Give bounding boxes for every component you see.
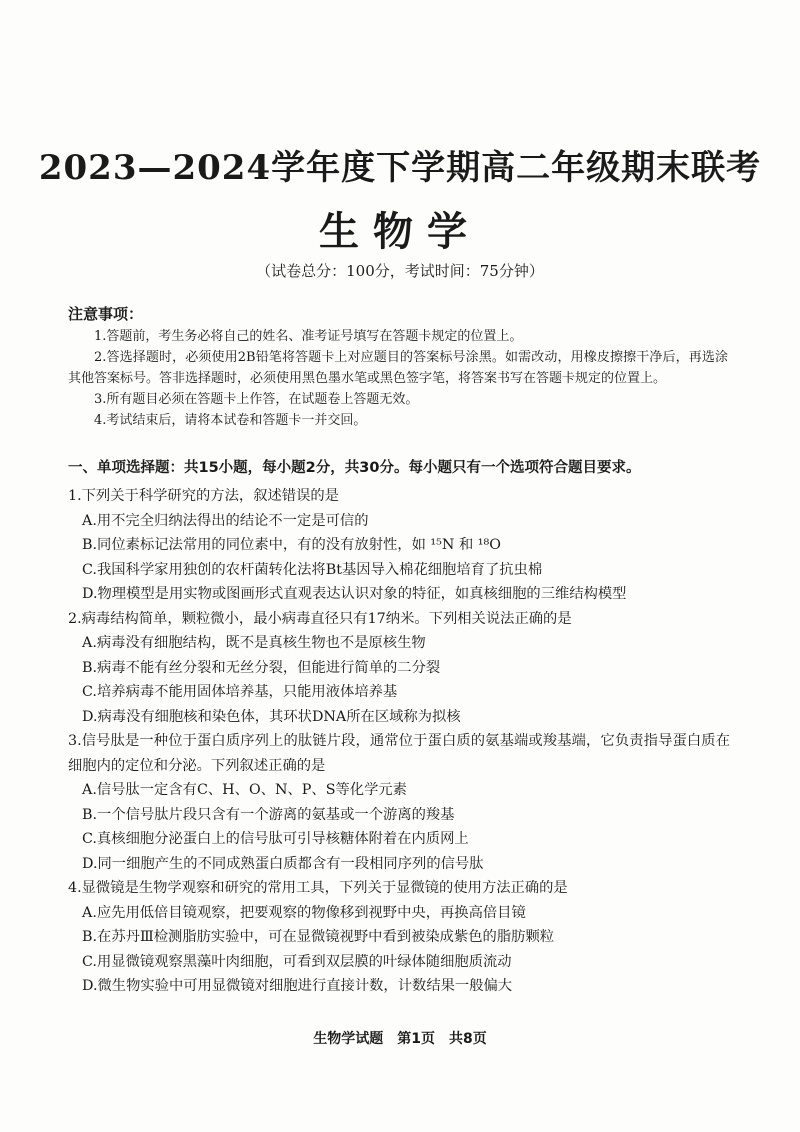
question-2 xyxy=(68,607,730,730)
question-stem: 2.病毒结构简单，颗粒微小，最小病毒直径只有17纳米。下列相关说法正确的是 xyxy=(68,610,572,627)
option-d: D.微生物实验中可用显微镜对细胞进行直接计数，计数结果一般偏大 xyxy=(82,978,513,994)
question-1 xyxy=(68,484,730,607)
notice-item: 3.所有题目必须在答题卡上作答，在试题卷上答题无效。 xyxy=(94,392,419,407)
notice-title: 注意事项： xyxy=(68,305,144,323)
option-d: D.病毒没有细胞核和染色体，其环状DNA所在区域称为拟核 xyxy=(82,708,461,725)
question-stem: 1.下列关于科学研究的方法，叙述错误的是 xyxy=(68,488,339,504)
option-a: A.信号肽一定含有C、H、O、N、P、S等化学元素 xyxy=(82,782,407,798)
option-a: A.应先用低倍目镜观察，把要观察的物像移到视野中央，再换高倍目镜 xyxy=(82,904,526,921)
option-d: D.物理模型是用实物或图画形式直观表达认识对象的特征，如真核细胞的三维结构模型 xyxy=(82,586,627,602)
option-b: B.在苏丹Ⅲ检测脂肪实验中，可在显微镜视野中看到被染成紫色的脂肪颗粒 xyxy=(82,929,555,945)
question-list xyxy=(68,484,730,999)
notice-block xyxy=(68,303,728,431)
notice-item: 2.答选择题时，必须使用2B铅笔将答题卡上对应题目的答案标号涂黑。如需改动，用橡皮擦擦干净后，再选涂其他答案标号。答非选择题时，必须使用黑色墨水笔或黑色签字笔，将答案书写在答题卡规定的位置上。 xyxy=(68,350,728,386)
section-heading: 一、单项选择题：共15小题，每小题2分，共30分。每小题只有一个选项符合题目要求。 xyxy=(68,460,641,476)
page-footer: 生物学试题 第1页 共8页 xyxy=(313,1031,487,1047)
subject-title: 生物学 xyxy=(319,209,481,255)
score-time-line: （试卷总分：100分，考试时间：75分钟） xyxy=(256,262,544,280)
notice-item: 1.答题前，考生务必将自己的姓名、准考证号填写在答题卡规定的位置上。 xyxy=(94,329,523,344)
question-stem: 3.信号肽是一种位于蛋白质序列上的肽链片段，通常位于蛋白质的氨基端或羧基端，它负责指导蛋白质在细胞内的定位和分泌。下列叙述正确的是 xyxy=(68,733,730,774)
option-c: C.用显微镜观察黑藻叶肉细胞，可看到双层膜的叶绿体随细胞质流动 xyxy=(82,953,512,970)
question-stem: 4.显微镜是生物学观察和研究的常用工具，下列关于显微镜的使用方法正确的是 xyxy=(68,880,568,896)
option-b: B.病毒不能有丝分裂和无丝分裂，但能进行简单的二分裂 xyxy=(82,659,441,676)
option-d: D.同一细胞产生的不同成熟蛋白质都含有一段相同序列的信号肽 xyxy=(82,855,484,872)
option-c: C.我国科学家用独创的农杆菌转化法将Bt基因导入棉花细胞培育了抗虫棉 xyxy=(82,561,543,578)
notice-item: 4.考试结束后，请将本试卷和答题卡一并交回。 xyxy=(94,413,367,428)
question-3 xyxy=(68,729,730,876)
option-c: C.真核细胞分泌蛋白上的信号肽可引导核糖体附着在内质网上 xyxy=(82,831,469,847)
option-b: B.一个信号肽片段只含有一个游离的氨基或一个游离的羧基 xyxy=(82,806,455,823)
option-a: A.用不完全归纳法得出的结论不一定是可信的 xyxy=(82,512,369,529)
option-a: A.病毒没有细胞结构，既不是真核生物也不是原核生物 xyxy=(82,635,426,651)
option-b: B.同位素标记法常用的同位素中，有的没有放射性，如 ¹⁵N 和 ¹⁸O xyxy=(82,537,501,553)
option-c: C.培养病毒不能用固体培养基，只能用液体培养基 xyxy=(82,684,398,700)
question-4 xyxy=(68,876,730,999)
exam-title: 2023—2024学年度下学期高二年级期末联考 xyxy=(38,148,762,188)
